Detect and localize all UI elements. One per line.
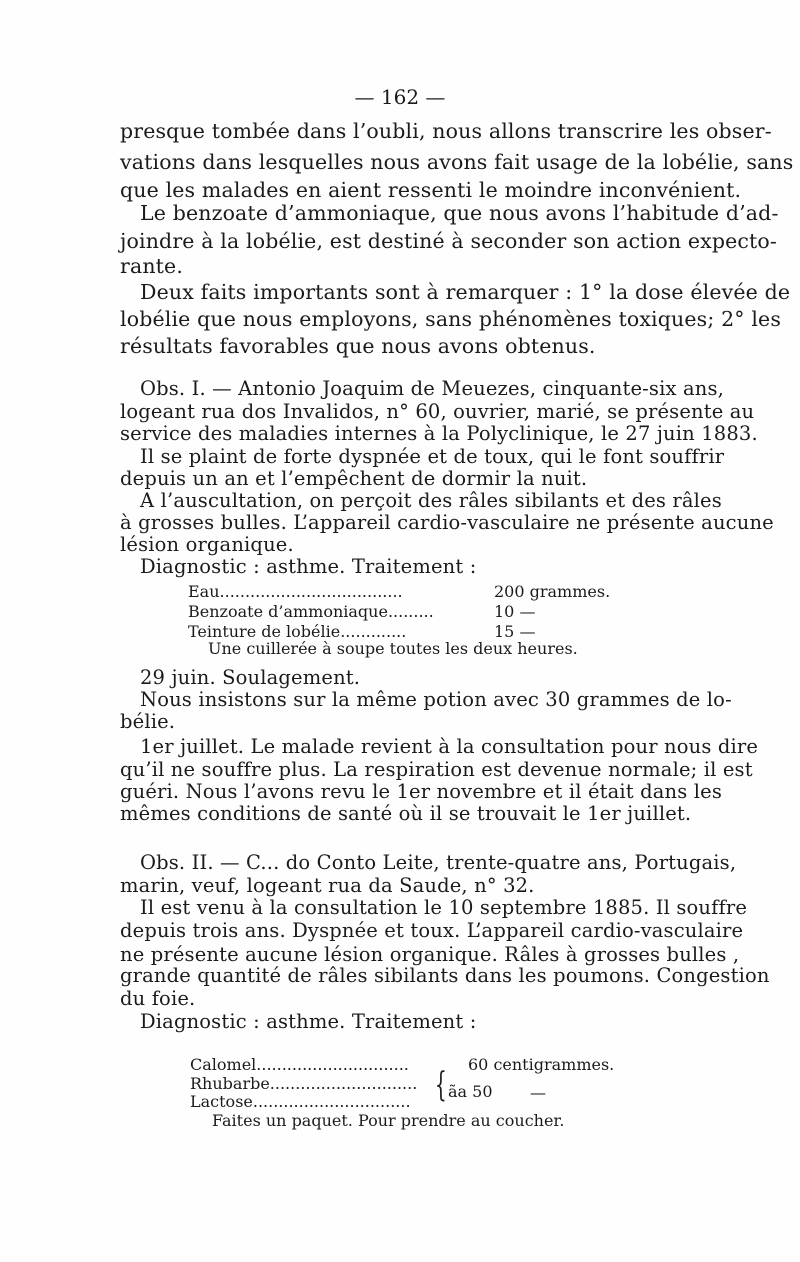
- text-line: vations dans lesquelles nous avons fait usage de la lobélie, sans: [120, 150, 794, 174]
- ingredient-name: Lactose...............................: [190, 1092, 411, 1111]
- ingredient-qty: 15 —: [494, 622, 536, 641]
- text-line: Diagnostic : asthme. Traitement :: [140, 1010, 477, 1033]
- prescription-instruction: Faites un paquet. Pour prendre au coucher.: [212, 1111, 565, 1130]
- text-line: grande quantité de râles sibilants dans les poumons. Congestion: [120, 964, 770, 987]
- ingredient-name: Eau....................................: [188, 582, 403, 601]
- ingredient-name: Teinture de lobélie.............: [188, 622, 407, 641]
- text-line: A l’auscultation, on perçoit des râles sibilants et des râles: [140, 489, 722, 512]
- prescription-instruction: Une cuillerée à soupe toutes les deux heures.: [208, 639, 578, 658]
- text-line: Diagnostic : asthme. Traitement :: [140, 555, 477, 578]
- text-line: Le benzoate d’ammoniaque, que nous avons l’habitude d’ad-: [140, 201, 779, 225]
- ingredient-name: Benzoate d’ammoniaque.........: [188, 602, 434, 621]
- text-line: à grosses bulles. L’appareil cardio-vasculaire ne présente aucune: [120, 511, 774, 534]
- prescription-item: [188, 601, 608, 623]
- text-line: depuis trois ans. Dyspnée et toux. L’appareil cardio-vasculaire: [120, 919, 744, 942]
- ingredient-name: Calomel..............................: [190, 1055, 409, 1074]
- brace-symbol: {: [434, 1065, 447, 1105]
- text-line: Il se plaint de forte dyspnée et de toux, qui le font souffrir: [140, 445, 725, 468]
- page-number: — 162 —: [354, 85, 446, 109]
- ingredient-qty: 60 centigrammes.: [468, 1055, 615, 1074]
- text-line: 1er juillet. Le malade revient à la consultation pour nous dire: [140, 735, 759, 758]
- text-line: marin, veuf, logeant rua da Saude, n° 32.: [120, 874, 535, 897]
- text-line: que les malades en aient ressenti le moindre inconvénient.: [120, 178, 742, 202]
- brace-dash: —: [530, 1083, 546, 1102]
- text-line: du foie.: [120, 987, 196, 1010]
- text-line: ne présente aucune lésion organique. Râles à grosses bulles ,: [120, 943, 740, 966]
- text-line: joindre à la lobélie, est destiné à seconder son action expecto-: [120, 229, 777, 253]
- obs-heading: Obs. I. — Antonio Joaquim de Meuezes, cinquante-six ans,: [140, 377, 724, 400]
- text-line: Nous insistons sur la même potion avec 30 grammes de lo-: [140, 688, 732, 711]
- text-line: depuis un an et l’empêchent de dormir la nuit.: [120, 467, 588, 490]
- text-line: qu’il ne souffre plus. La respiration est devenue normale; il est: [120, 758, 753, 781]
- prescription-item: [188, 581, 611, 603]
- text-line: bélie.: [120, 710, 176, 733]
- text-line: lésion organique.: [120, 533, 294, 556]
- text-line: mêmes conditions de santé où il se trouvait le 1er juillet.: [120, 802, 692, 825]
- text-line: logeant rua dos Invalidos, n° 60, ouvrier, marié, se présente au: [120, 400, 755, 423]
- text-line: lobélie que nous employons, sans phénomènes toxiques; 2° les: [120, 307, 781, 331]
- text-line: guéri. Nous l’avons revu le 1er novembre et il était dans les: [120, 780, 722, 803]
- text-line: service des maladies internes à la Polyclinique, le 27 juin 1883.: [120, 422, 758, 445]
- text-line: 29 juin. Soulagement.: [140, 666, 361, 689]
- text-line: résultats favorables que nous avons obtenus.: [120, 334, 596, 358]
- text-line: presque tombée dans l’oubli, nous allons transcrire les obser-: [120, 119, 772, 143]
- text-line: Il est venu à la consultation le 10 septembre 1885. Il souffre: [140, 896, 748, 919]
- brace-quantity: ãa 50: [448, 1082, 493, 1101]
- ingredient-name: Rhubarbe.............................: [190, 1074, 418, 1093]
- text-line: rante.: [120, 254, 184, 278]
- text-line: Deux faits importants sont à remarquer : 1° la dose élevée de: [140, 280, 791, 304]
- ingredient-qty: 10 —: [494, 602, 536, 621]
- obs-heading: Obs. II. — C... do Conto Leite, trente-quatre ans, Portugais,: [140, 851, 737, 874]
- ingredient-qty: 200 grammes.: [494, 582, 611, 601]
